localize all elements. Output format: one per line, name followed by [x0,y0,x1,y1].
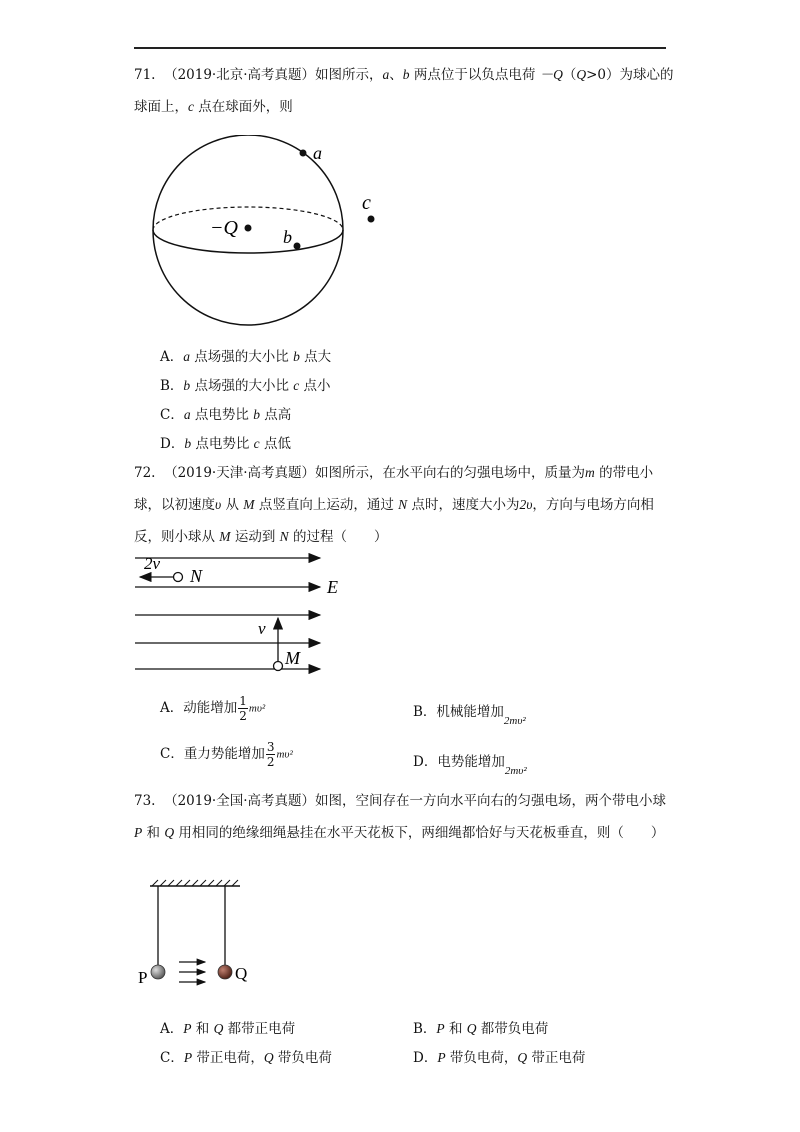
label-N: N [190,566,203,586]
question-number: 73. [134,793,156,809]
label-a: a [313,143,322,163]
point-M [274,662,283,671]
option-73-b[interactable]: B．P 和 Q 都带负电荷 [413,1021,549,1037]
ball-P [151,965,165,979]
label-charge: −Q [210,217,238,239]
question-73-text: 73. （2019·全国·高考真题）如图，空间存在一方向水平向右的匀强电场，两个带电小球 P 和 Q 用相同的绝缘细绳悬挂在水平天花板下，两细绳都恰好与天花板垂直，则（ ） [134,793,667,841]
question-number: 71. [134,67,156,83]
point-b [294,243,301,250]
label-c: c [362,192,371,214]
option-73-a[interactable]: A．P 和 Q 都带正电荷 [160,1021,296,1037]
question-72-text: 72. （2019·天津·高考真题）如图所示，在水平向右的匀强电场中，质量为m 的带电小球，以初速度υ 从 M 点竖直向上运动，通过 N 点时，速度大小为2υ，方向与电场方向相反，则小球从 M 运动到 N 的过程（ ） [134,465,654,545]
label-v: v [258,619,266,638]
label-P: P [138,968,148,987]
label-E: E [327,577,338,597]
option-73-c[interactable]: C．P 带正电荷，Q 带负电荷 [160,1050,332,1066]
label-b: b [283,227,292,247]
ball-Q [218,965,232,979]
option-72-a[interactable]: A．动能增加 $\frac{1}{2}$ mυ² [160,694,266,723]
option-73-d[interactable]: D．P 带负电荷，Q 带正电荷 [413,1050,586,1066]
question-71-text: 71. （2019·北京·高考真题）如图所示，a、b 两点位于以负点电荷 －Q（Q>0）为球心的球面上，c 点在球面外，则 [134,67,674,115]
question-number: 72. [134,465,156,481]
sphere-figure [140,135,400,350]
option-72-d[interactable]: D．电势能增加$_{2m\upsilon^2}$ [413,754,527,777]
option-72-b[interactable]: B．机械能增加$_{2m\upsilon^2}$ [413,704,526,727]
fraction: $\frac{3}{2}$ [266,740,275,769]
question-source: （2019·全国·高考真题） [164,793,316,809]
label-M: M [285,648,300,668]
option-71-d[interactable]: D．b 点电势比 c 点低 [160,436,291,452]
point-c [368,216,375,223]
label-2v: 2v [144,554,161,573]
top-rule [134,47,666,49]
fraction: $\frac{1}{2}$ [239,694,247,723]
question-source: （2019·北京·高考真题） [164,67,316,83]
question-source: （2019·天津·高考真题） [164,465,316,481]
equator-front [153,230,343,253]
point-a [300,150,307,157]
option-72-c[interactable]: C．重力势能增加 $\frac{3}{2}$ mυ² [160,740,293,769]
option-71-c[interactable]: C．a 点电势比 b 点高 [160,407,292,423]
pendulum-figure [130,878,260,993]
ceiling-hatch [152,880,238,886]
label-Q: Q [235,964,248,983]
field-figure [130,548,350,678]
point-N [174,573,183,582]
charge-point [245,225,252,232]
option-71-b[interactable]: B．b 点场强的大小比 c 点小 [160,378,331,394]
option-71-a[interactable]: A．a 点场强的大小比 b 点大 [160,349,332,365]
